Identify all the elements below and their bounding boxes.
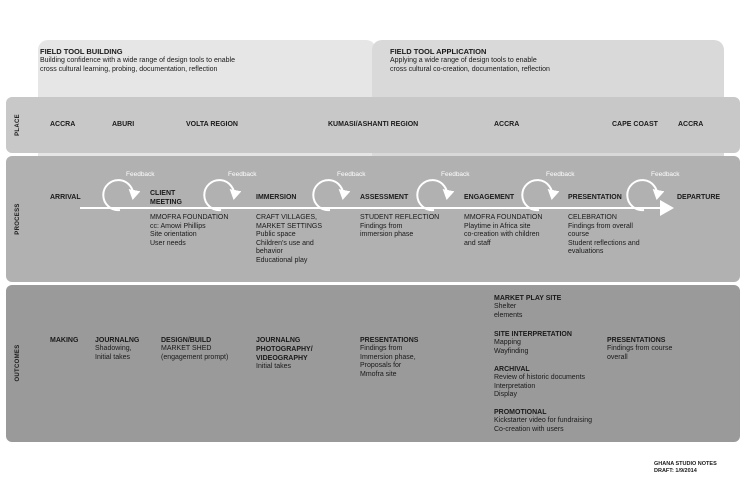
outcome-item: Mmofra site [360,370,397,378]
outcome-journaling [95,336,139,362]
outcome-item: Initial takes [256,363,292,370]
studio-notes [654,461,717,475]
feedback-label: Feedback [651,171,680,178]
outcome-title: JOURNALNG PHOTOGRAPHY/ VIDEOGRAPHY [256,337,313,362]
place-label: ACCRA [678,121,704,128]
outcome-title: PRESENTATIONS [360,337,419,344]
outcome-item: Findings from course [607,345,673,352]
detail-line: immersion phase [360,231,414,238]
outcome-title: PROMOTIONAL [494,409,547,416]
outcome-presentations-final [607,336,672,362]
phase-application-desc-line: cross cultural co-creation, documentation, reflection [390,66,550,73]
step-details-client-meeting [150,214,228,248]
feedback-loop-icon [522,180,552,210]
place-label: VOLTA REGION [186,121,238,128]
note-title: GHANA STUDIO NOTES [654,461,717,467]
detail-line: MARKET SETTINGS [256,222,322,230]
process-step-client-meeting: CLIENT MEETING [150,190,182,206]
outcome-item: Mapping [494,339,521,346]
outcome-item: Interpretation [494,382,536,390]
place-label: KUMASI/ASHANTI REGION [328,121,419,128]
process-step-engagement: ENGAGEMENT [464,194,515,201]
detail-line: cc: Amowi Phillips [150,222,206,230]
outcome-design-build [161,336,228,362]
phase-building-desc-line: cross cultural learning, probing, documentation, reflection [40,66,218,73]
outcome-making [50,336,78,345]
process-step-presentation: PRESENTATION [568,194,622,201]
outcome-item: overall [607,353,628,361]
detail-line: User needs [150,239,186,247]
detail-line: Children's use and [256,239,314,247]
place-label: ABURI [112,121,135,128]
row-label-place: PLACE [15,114,21,136]
feedback-loop-icon [627,180,657,210]
outcome-item: Initial takes [95,353,131,361]
phase-building-title: FIELD TOOL BUILDING [40,47,123,56]
outcome-title: MAKING [50,337,79,344]
detail-line: and staff [464,239,491,247]
detail-line: CRAFT VILLAGES, [256,214,317,221]
detail-line: Findings from [360,222,403,230]
outcome-presentations-immersion [360,336,418,379]
phase-building-desc-line: Building confidence with a wide range of design tools to enable [40,57,235,64]
process-step-arrival: ARRIVAL [50,194,81,201]
detail-line: STUDENT REFLECTION [360,214,440,221]
outcome-title: MARKET PLAY SITE [494,295,562,302]
outcome-title: ARCHIVAL [494,366,530,373]
place-label: ACCRA [494,121,520,128]
outcome-item: Shelter [494,303,517,310]
outcome-title: DESIGN/BUILD [161,337,212,344]
feedback-label: Feedback [337,171,366,178]
outcome-site-interpretation [494,330,572,356]
detail-line: Public space [256,231,296,238]
row-label-outcomes: OUTCOMES [15,344,21,382]
outcome-item: MARKET SHED [161,345,212,352]
outcome-archival [494,365,585,400]
outcome-item: Immersion phase, [360,353,416,361]
feedback-label: Feedback [126,171,155,178]
outcome-item: Review of historic documents [494,374,586,381]
phase-application-desc-line: Applying a wide range of design tools to enable [390,57,537,64]
outcome-item: Proposals for [360,362,402,369]
process-step-departure: DEPARTURE [677,194,721,201]
feedback-label: Feedback [546,171,575,178]
place-label: ACCRA [50,121,76,128]
outcome-item: Findings from [360,345,403,352]
outcome-item: Display [494,391,517,398]
detail-line: behavior [256,248,283,255]
feedback-loop-icon [417,180,447,210]
detail-line: Findings from overall [568,222,633,230]
outcome-title: SITE INTERPRETATION [494,331,572,338]
detail-line: MMOFRA FOUNDATION [150,214,229,221]
row-label-process: PROCESS [15,203,21,235]
process-step-assessment: ASSESSMENT [360,194,409,201]
detail-line: Student reflections and [568,239,640,247]
step-details-assessment [360,214,439,240]
feedback-loop-icon [204,180,234,210]
detail-line: MMOFRA FOUNDATION [464,214,543,221]
detail-line: co-creation with children [464,231,540,238]
phase-application-title: FIELD TOOL APPLICATION [390,47,487,56]
detail-line: course [568,231,590,238]
step-details-immersion [256,214,322,265]
outcome-item: (engagement prompt) [161,353,229,361]
detail-line: CELEBRATION [568,214,617,221]
outcome-market-play-site [494,294,561,320]
place-label: CAPE COAST [612,121,658,128]
note-draft-date: DRAFT: 1/9/2014 [654,468,697,474]
detail-line: evaluations [568,248,604,255]
outcome-title: PRESENTATIONS [607,337,666,344]
detail-line: Playtime in Africa site [464,222,531,230]
outcome-item: Shadowing, [95,345,132,352]
outcome-promotional [494,408,592,434]
feedback-label: Feedback [228,171,257,178]
outcome-item: Wayfinding [494,347,529,355]
outcome-title: JOURNALNG [95,337,140,344]
step-details-engagement [464,214,542,248]
step-details-presentation [568,214,640,257]
detail-line: Educational play [256,256,308,264]
outcome-item: Co-creation with users [494,425,564,433]
process-step-immersion: IMMERSION [256,194,297,201]
feedback-loop-icon [313,180,343,210]
outcome-journaling-photo [256,336,318,372]
outcome-item: Kickstarter video for fundraising [494,417,593,424]
detail-line: Site orientation [150,231,197,238]
feedback-loop-icon [103,180,133,210]
feedback-label: Feedback [441,171,470,178]
outcome-item: elements [494,311,523,319]
